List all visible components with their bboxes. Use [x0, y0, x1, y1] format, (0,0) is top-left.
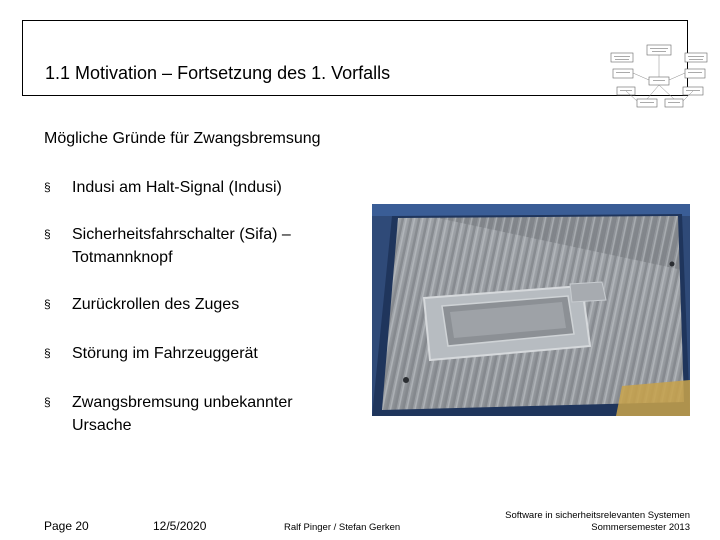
bullet-item [44, 176, 344, 199]
bullet-text: Störung im Fahrzeuggerät [72, 345, 258, 362]
footer-course-line1: Software in sicherheitsrelevanten Systemen [505, 510, 690, 521]
bullet-item [44, 223, 344, 269]
bullet-marker: § [44, 180, 51, 194]
title-box [22, 20, 688, 96]
slide-title: 1.1 Motivation – Fortsetzung des 1. Vorfalls [45, 63, 391, 83]
bullet-text: Totmannknopf [72, 249, 173, 266]
bullet-text: Zurückrollen des Zuges [72, 296, 240, 313]
bullet-item [44, 342, 344, 365]
bullet-text: Zwangsbremsung unbekannter [72, 394, 293, 411]
bullet-marker: § [44, 227, 51, 241]
bullet-text: Ursache [72, 417, 132, 434]
bullet-text: Sicherheitsfahrschalter (Sifa) – [72, 226, 291, 243]
bullet-list [44, 176, 344, 437]
bullet-marker: § [44, 395, 51, 409]
bullet-text: Indusi am Halt-Signal (Indusi) [72, 179, 282, 196]
totmannknopf-photo [372, 204, 690, 416]
footer-course-line2: Sommersemester 2013 [591, 522, 690, 533]
bullet-item [44, 391, 344, 437]
footer-authors: Ralf Pinger / Stefan Gerken [284, 522, 401, 533]
bullet-marker: § [44, 297, 51, 311]
bullet-marker: § [44, 346, 51, 360]
footer-date: 12/5/2020 [153, 519, 207, 533]
process-diagram-thumbnail [607, 43, 711, 113]
page-number: Page 20 [44, 519, 89, 533]
slide-subtitle: Mögliche Gründe für Zwangsbremsung [44, 130, 321, 147]
bullet-item [44, 293, 344, 316]
